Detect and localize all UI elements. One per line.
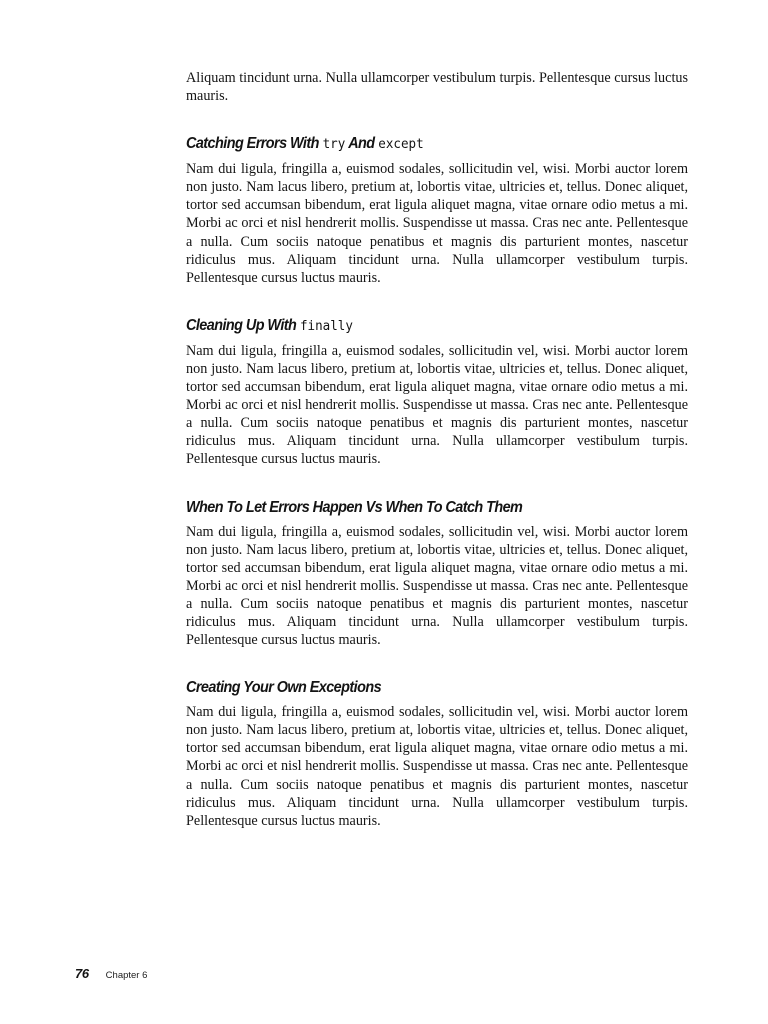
section-heading: Creating Your Own Exceptions [186, 679, 382, 697]
heading-joiner: And [348, 135, 375, 153]
section-cleaning-up [186, 316, 688, 469]
chapter-label: Chapter 6 [105, 970, 148, 981]
section-creating-exceptions [186, 678, 688, 830]
section-body: Nam dui ligula, fringilla a, euismod sodales, sollicitudin vel, wisi. Morbi auctor lorem non justo. Nam lacus libero, pretium at, lobortis vitae, ultricies et, tellus. Donec aliquet, tortor sed accumsan bibendum, erat ligula aliquet magna, vitae ornare odio metus a mi. Morbi ac orci et nisl hendrerit mollis. Suspendisse ut massa. Cras nec ante. Pellentesque a nulla. Cum sociis natoque penatibus et magnis dis parturient montes, nascetur ridiculus mus. Aliquam tincidunt urna. Nulla ullamcorper vestibulum turpis. Pellentesque cursus luctus mauris. [186, 342, 688, 468]
intro-paragraph: Aliquam tincidunt urna. Nulla ullamcorper vestibulum turpis. Pellentesque cursus luctus mauris. [186, 70, 688, 105]
heading-code-finally: finally [299, 317, 353, 334]
section-body: Nam dui ligula, fringilla a, euismod sodales, sollicitudin vel, wisi. Morbi auctor lorem non justo. Nam lacus libero, pretium at, lobortis vitae, ultricies et, tellus. Donec aliquet, tortor sed accumsan bibendum, erat ligula aliquet magna, vitae ornare odio metus a mi. Morbi ac orci et nisl hendrerit mollis. Suspendisse ut massa. Cras nec ante. Pellentesque a nulla. Cum sociis natoque penatibus et magnis dis parturient montes, nascetur ridiculus mus. Aliquam tincidunt urna. Nulla ullamcorper vestibulum turpis. Pellentesque cursus luctus mauris. [186, 523, 688, 649]
section-body: Nam dui ligula, fringilla a, euismod sodales, sollicitudin vel, wisi. Morbi auctor lorem non justo. Nam lacus libero, pretium at, lobortis vitae, ultricies et, tellus. Donec aliquet, tortor sed accumsan bibendum, erat ligula aliquet magna, vitae ornare odio metus a mi. Morbi ac orci et nisl hendrerit mollis. Suspendisse ut massa. Cras nec ante. Pellentesque a nulla. Cum sociis natoque penatibus et magnis dis parturient montes, nascetur ridiculus mus. Aliquam tincidunt urna. Nulla ullamcorper vestibulum turpis. Pellentesque cursus luctus mauris. [186, 161, 688, 286]
section-when-to-let-errors-happen [186, 498, 688, 650]
heading-code-except: except [378, 136, 424, 153]
page-content [186, 69, 688, 830]
heading-text: Catching Errors With [186, 135, 319, 153]
section-catching-errors [186, 134, 688, 287]
page-number: 76 [75, 966, 89, 981]
heading-text: Cleaning Up With [186, 316, 297, 334]
section-heading [186, 134, 653, 154]
heading-code-try: try [322, 136, 346, 153]
section-body: Nam dui ligula, fringilla a, euismod sodales, sollicitudin vel, wisi. Morbi auctor lorem non justo. Nam lacus libero, pretium at, lobortis vitae, ultricies et, tellus. Donec aliquet, tortor sed accumsan bibendum, erat ligula aliquet magna, vitae ornare odio metus a mi. Morbi ac orci et nisl hendrerit mollis. Suspendisse ut massa. Cras nec ante. Pellentesque a nulla. Cum sociis natoque penatibus et magnis dis parturient montes, nascetur ridiculus mus. Aliquam tincidunt urna. Nulla ullamcorper vestibulum turpis. Pellentesque cursus luctus mauris. [186, 704, 688, 829]
section-heading: When To Let Errors Happen Vs When To Catch Them [186, 498, 523, 516]
section-heading [186, 316, 653, 336]
page-footer [75, 966, 147, 981]
